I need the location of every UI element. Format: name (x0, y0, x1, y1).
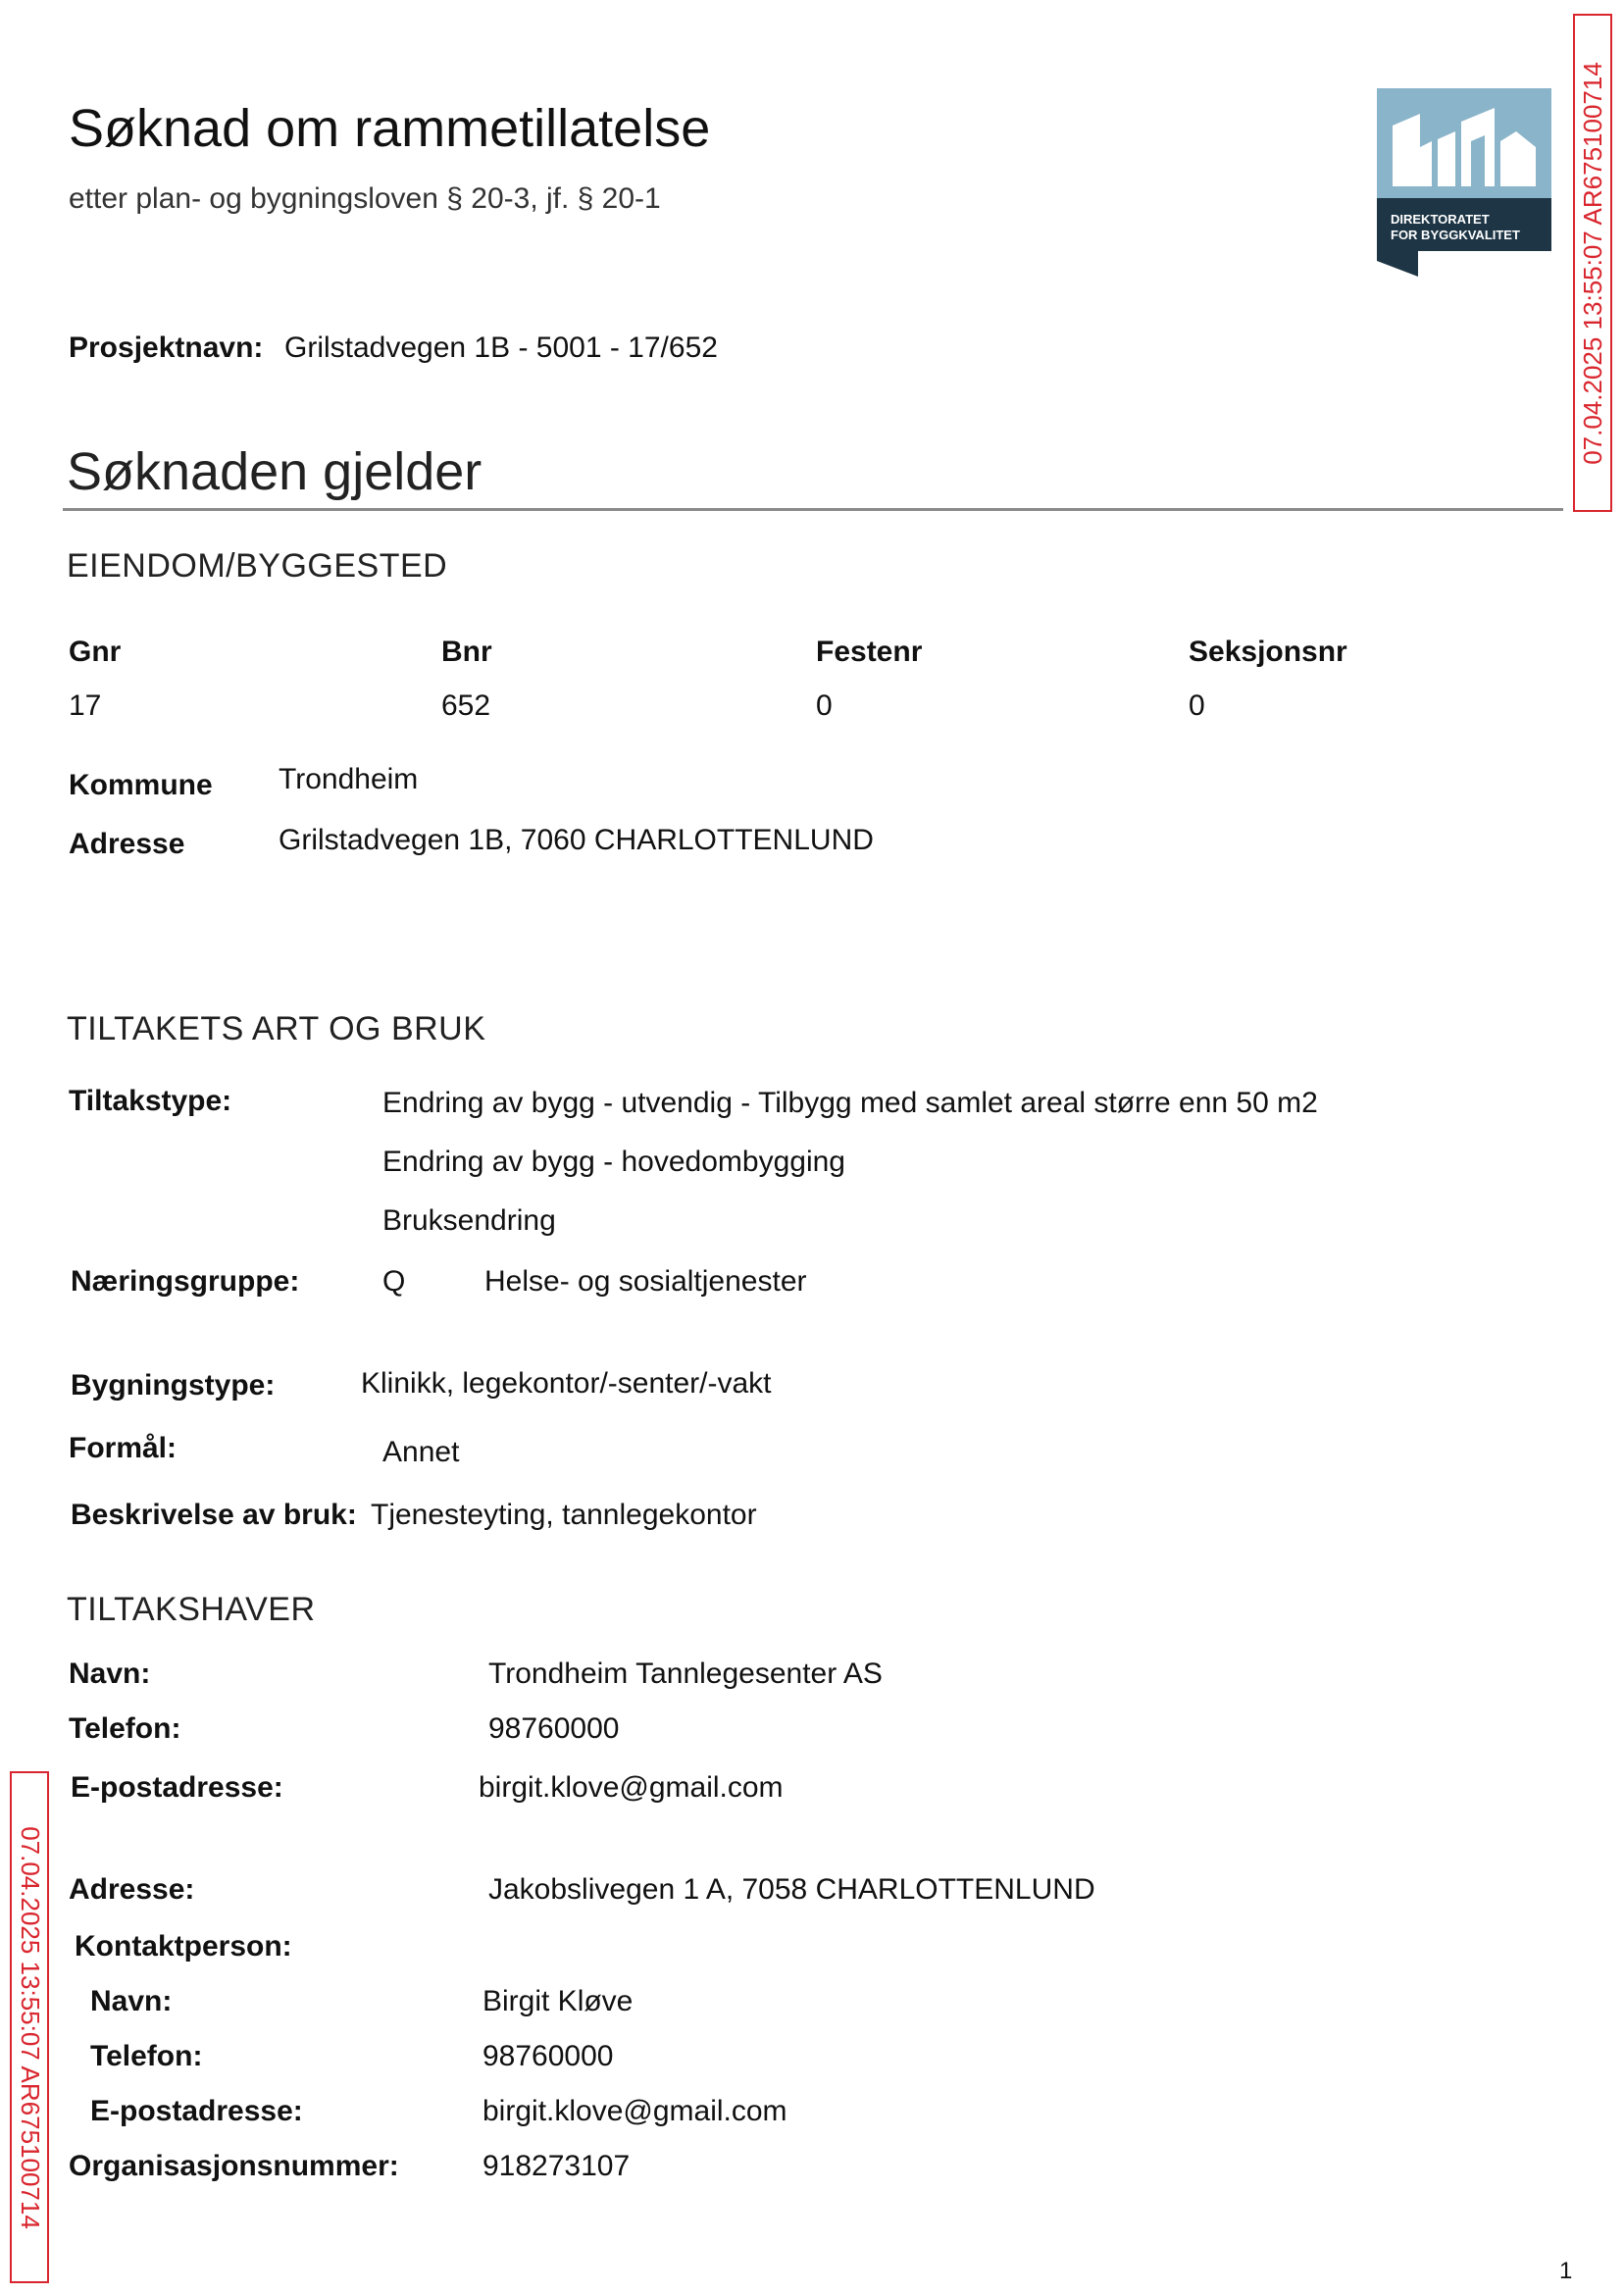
logo-text-line2: FOR BYGGKVALITET (1391, 228, 1520, 242)
dibk-logo (1377, 88, 1551, 277)
bygningstype-label: Bygningstype: (71, 1369, 276, 1402)
naeringsgruppe-code: Q (382, 1265, 406, 1298)
tiltak-heading: TILTAKETS ART OG BRUK (67, 1010, 486, 1047)
organisasjonsnummer-label: Organisasjonsnummer: (69, 2150, 399, 2182)
tiltakshaver-telefon-label: Telefon: (69, 1712, 181, 1745)
archive-stamp-text: 07.04.2025 13:55:07 AR675100714 (1577, 61, 1607, 465)
kontakt-epost-value: birgit.klove@gmail.com (482, 2095, 787, 2127)
seksjonsnr-value: 0 (1189, 689, 1205, 722)
kontaktperson-label: Kontaktperson: (75, 1930, 292, 1963)
bnr-label: Bnr (441, 636, 492, 668)
document-title: Søknad om rammetillatelse (69, 99, 711, 158)
eiendom-heading: EIENDOM/BYGGESTED (67, 547, 448, 585)
page-number: 1 (1559, 2258, 1573, 2284)
tiltakshaver-epost-value: birgit.klove@gmail.com (479, 1771, 784, 1804)
adresse-label: Adresse (69, 828, 185, 860)
bnr-value: 652 (441, 689, 491, 722)
gnr-value: 17 (69, 689, 102, 722)
tiltakshaver-epost-label: E-postadresse: (71, 1771, 283, 1804)
festenr-label: Festenr (816, 636, 923, 668)
tiltakstype-item: Bruksendring (382, 1204, 556, 1237)
tiltakshaver-adresse-label: Adresse: (69, 1873, 195, 1906)
tiltakstype-item: Endring av bygg - hovedombygging (382, 1146, 845, 1178)
naeringsgruppe-label: Næringsgruppe: (71, 1265, 300, 1298)
bygningstype-value: Klinikk, legekontor/-senter/-vakt (361, 1367, 772, 1400)
kontakt-epost-label: E-postadresse: (90, 2095, 303, 2127)
tiltakshaver-adresse-value: Jakobslivegen 1 A, 7058 CHARLOTTENLUND (488, 1873, 1095, 1906)
kontakt-telefon-label: Telefon: (90, 2040, 203, 2072)
tiltakshaver-telefon-value: 98760000 (488, 1712, 620, 1745)
kontakt-navn-label: Navn: (90, 1985, 173, 2017)
logo-text-line1: DIREKTORATET (1391, 212, 1490, 227)
archive-stamp-text: 07.04.2025 13:55:07 AR675100714 (15, 1825, 45, 2229)
dibk-logo-graphic (1377, 88, 1551, 277)
section-divider (63, 508, 1563, 511)
tiltakshaver-navn-label: Navn: (69, 1657, 151, 1690)
tiltakstype-label: Tiltakstype: (69, 1085, 232, 1117)
bruk-label: Beskrivelse av bruk: (71, 1499, 357, 1531)
kontakt-telefon-value: 98760000 (482, 2040, 614, 2072)
adresse-value: Grilstadvegen 1B, 7060 CHARLOTTENLUND (279, 824, 874, 856)
document-subtitle: etter plan- og bygningsloven § 20-3, jf. § 20-1 (69, 182, 661, 215)
formaal-value: Annet (382, 1436, 460, 1468)
organisasjonsnummer-value: 918273107 (482, 2150, 631, 2182)
tiltakstype-item: Endring av bygg - utvendig - Tilbygg med samlet areal større enn 50 m2 (382, 1087, 1318, 1119)
tiltakshaver-heading: TILTAKSHAVER (67, 1591, 316, 1628)
formaal-label: Formål: (69, 1432, 178, 1464)
festenr-value: 0 (816, 689, 833, 722)
archive-stamp-top (1573, 14, 1612, 512)
project-label: Prosjektnavn: (69, 331, 264, 364)
gnr-label: Gnr (69, 636, 122, 668)
section-title: Søknaden gjelder (67, 442, 482, 501)
seksjonsnr-label: Seksjonsnr (1189, 636, 1347, 668)
bruk-value: Tjenesteyting, tannlegekontor (371, 1499, 757, 1531)
kommune-value: Trondheim (279, 763, 419, 795)
naeringsgruppe-value: Helse- og sosialtjenester (484, 1265, 807, 1298)
tiltakshaver-navn-value: Trondheim Tannlegesenter AS (488, 1657, 883, 1690)
archive-stamp-bottom (10, 1771, 49, 2283)
kontakt-navn-value: Birgit Kløve (482, 1985, 634, 2017)
kommune-label: Kommune (69, 769, 213, 801)
project-value: Grilstadvegen 1B - 5001 - 17/652 (284, 331, 718, 364)
